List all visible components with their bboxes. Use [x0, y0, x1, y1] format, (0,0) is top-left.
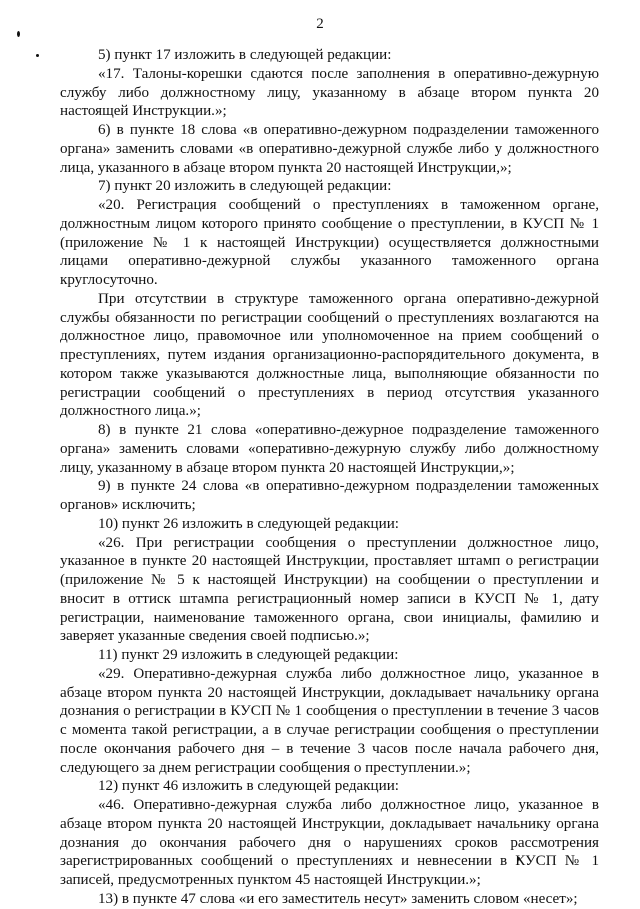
paragraph-item-9: 9) в пункте 24 слова «в оперативно-дежурном подразделении таможенных органов» исключить; [60, 478, 599, 513]
document-body [60, 46, 599, 909]
paragraph-item-10: 10) пункт 26 изложить в следующей редакции: [98, 515, 399, 532]
paragraph-quote-26: «26. При регистрации сообщения о преступлении должностное лицо, указанное в пункте 20 настоящей Инструкции, проставляет штамп о регистрации (приложение № 5 к настоящей Инструкции) на сообщении о преступлении и вносит в оттиск штампа регистрационный номер записи в КУСП № 1, дату регистрации, наименование таможенного органа, свои инициалы, фамилию и заверяет указанные сведения своей подписью.»; [60, 534, 599, 645]
paragraph-quote-29: «29. Оперативно-дежурная служба либо должностное лицо, указанное в абзаце втором пункта 20 настоящей Инструкции, докладывает начальнику органа дознания о регистрации в КУСП № 1 сообщения о преступлении в течение 3 часов с момента такой регистрации, а в случае регистрации сообщения о преступлении после окончания рабочего дня – в течение 3 часов после начала рабочего дня, следующего за днем регистрации сообщения о преступлении.»; [60, 665, 599, 776]
paragraph-item-6: 6) в пункте 18 слова «в оперативно-дежурном подразделении таможенного органа» заменить словами «в оперативно-дежурной службе либо у должностного лица, указанного в абзаце втором пункта 20 настоящей Инструкции,»; [60, 122, 599, 176]
scan-dot-left [36, 54, 39, 57]
page-number: 2 [316, 16, 324, 32]
paragraph-quote-20-continued: При отсутствии в структуре таможенного органа оперативно-дежурной службы обязанности по регистрации сообщений о преступлениях возлагаются на должностное лицо, правомочное или уполномоченное на прием сообщений о преступлениях, путем издания организационно-распорядительного документа, в котором также указываются должностные лица, выполняющие обязанности по регистрации сообщений о преступлениях в период отсутствия указанного должностного лица.»; [60, 290, 599, 420]
scan-mark-top-left [17, 31, 20, 37]
paragraph-item-13: 13) в пункте 47 слова «и его заместитель несут» заменить словом «несет»; [98, 890, 578, 907]
paragraph-quote-46: «46. Оперативно-дежурная служба либо должностное лицо, указанное в абзаце втором пункта 20 настоящей Инструкции, докладывает начальнику органа дознания до окончания рабочего дня о нарушениях сроков рассмотрения зарегистрированных сообщений о преступлениях и невнесении в КУСП № 1 записей, предусмотренных пунктом 45 настоящей Инструкции.»; [60, 797, 599, 888]
paragraph-item-7: 7) пункт 20 изложить в следующей редакции: [98, 178, 392, 195]
paragraph-item-5: 5) пункт 17 изложить в следующей редакции: [98, 47, 392, 63]
paragraph-quote-17: «17. Талоны-корешки сдаются после заполнения в оперативно-дежурную службу либо должностному лицу, указанному в абзаце втором пункта 20 настоящей Инструкции.»; [60, 65, 599, 120]
paragraph-quote-20: «20. Регистрация сообщений о преступлениях в таможенном органе, должностным лицом которого принято сообщение о преступлении, в КУСП № 1 (приложение № 1 к настоящей Инструкции) осуществляется должностными лицами оперативно-дежурной службы указанного таможенного органа круглосуточно. [60, 197, 599, 288]
paragraph-item-12: 12) пункт 46 изложить в следующей редакции: [98, 778, 399, 795]
paragraph-item-8: 8) в пункте 21 слова «оперативно-дежурное подразделение таможенного органа» заменить словами «оперативно-дежурную службу либо должностному лицу, указанному в абзаце втором пункта 20 настоящей Инструкции,»; [60, 422, 599, 476]
paragraph-item-11: 11) пункт 29 изложить в следующей редакции: [98, 647, 399, 663]
